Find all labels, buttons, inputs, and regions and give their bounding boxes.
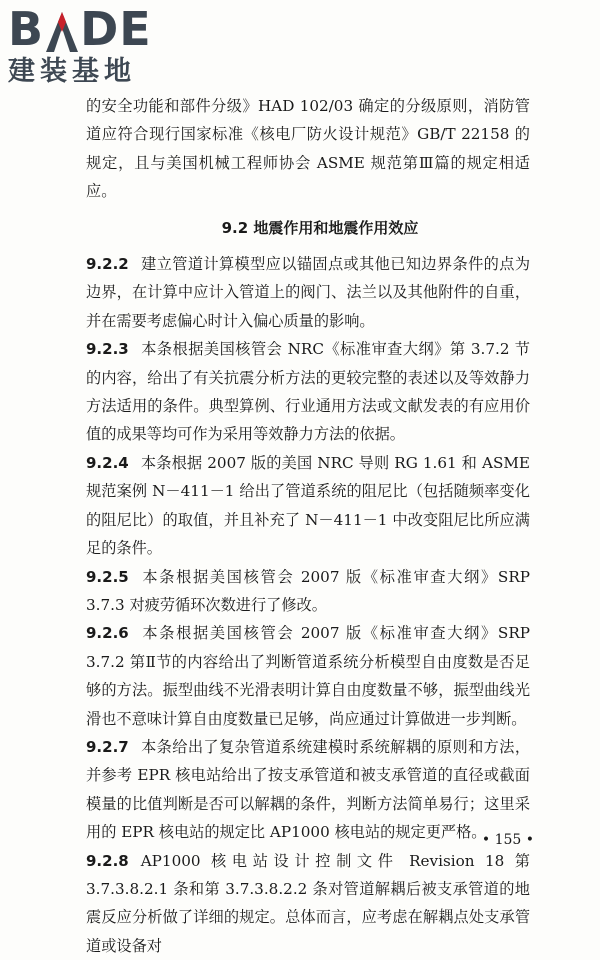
- clause-9-2-3: [86, 335, 530, 449]
- clause-number: 9.2.7: [86, 737, 129, 756]
- page-number: • 155 •: [481, 832, 534, 848]
- clause-text: 建立管道计算模型应以锚固点或其他已知边界条件的点为边界，在计算中应计入管道上的阀门、法兰以及其他附件的自重，并在需要考虑偏心时计入偏心质量的影响。: [86, 255, 530, 330]
- clause-text: 本条根据 2007 版的美国 NRC 导则 RG 1.61 和 ASME 规范案例 N－411－1 给出了管道系统的阻尼比（包括随频率变化的阻尼比）的取值，并且补充了 N－411－1 中改变阻尼比所应满足的条件。: [86, 453, 530, 558]
- clause-number: 9.2.2: [86, 255, 129, 274]
- clause-text: AP1000 核电站设计控制文件 Revision 18 第 3.7.3.8.2.1 条和第 3.7.3.8.2.2 条对管道解耦后被支承管道的地震反应分析做了详细的规定。总体而言，应考虑在解耦点处支承管道或设备对: [86, 851, 530, 955]
- clause-9-2-2: [86, 250, 530, 335]
- logo-letter-a-icon: [44, 8, 80, 54]
- clause-9-2-6: [86, 619, 530, 733]
- section-heading: 9.2 地震作用和地震作用效应: [221, 218, 419, 237]
- clause-number: 9.2.5: [86, 567, 129, 586]
- logo-letter-b: B: [8, 2, 45, 56]
- clause-number: 9.2.6: [86, 624, 129, 643]
- logo-subtitle: 建装基地: [8, 56, 136, 87]
- document-body: [86, 92, 530, 960]
- clause-text: 本条根据美国核管会 2007 版《标准审查大纲》SRP 3.7.2 第Ⅱ节的内容给出了判断管道系统分析模型自由度数是否足够的方法。振型曲线不光滑表明计算自由度数量不够，振型曲线光滑也不意味计算自由度数量已足够，尚应通过计算做进一步判断。: [86, 624, 530, 728]
- clause-text: 本条根据美国核管会 2007 版《标准审查大纲》SRP 3.7.3 对疲劳循环次数进行了修改。: [86, 567, 530, 614]
- clause-number: 9.2.8: [86, 851, 129, 870]
- clause-9-2-5: [86, 563, 530, 620]
- intro-paragraph: 的安全功能和部件分级》HAD 102/03 确定的分级原则，消防管道应符合现行国家标准《核电厂防火设计规范》GB/T 22158 的规定，且与美国机械工程师协会 ASME 规范第Ⅲ篇的规定相适应。: [86, 97, 530, 201]
- clause-9-2-4: [86, 449, 530, 563]
- clause-text: 本条根据美国核管会 NRC《标准审查大纲》第 3.7.2 节的内容，给出了有关抗震分析方法的更较完整的表述以及等效静力方法适用的条件。典型算例、行业通用方法或文献发表的有应用价值的成果等均可作为采用等效静力方法的依据。: [86, 340, 530, 444]
- clause-number: 9.2.4: [86, 453, 129, 472]
- clause-number: 9.2.3: [86, 340, 129, 359]
- clause-9-2-7: [86, 733, 530, 847]
- bade-logo: [8, 4, 183, 88]
- logo-letters-de: DE: [80, 2, 152, 56]
- logo-wordmark: [8, 4, 183, 54]
- clause-text: 本条给出了复杂管道系统建模时系统解耦的原则和方法，并参考 EPR 核电站给出了按支承管道和被支承管道的直径或截面模量的比值判断是否可以解耦的条件，判断方法简单易行；这里采用的 EPR 核电站的规定比 AP1000 核电站的规定更严格。: [86, 737, 530, 842]
- clause-9-2-8: [86, 847, 530, 960]
